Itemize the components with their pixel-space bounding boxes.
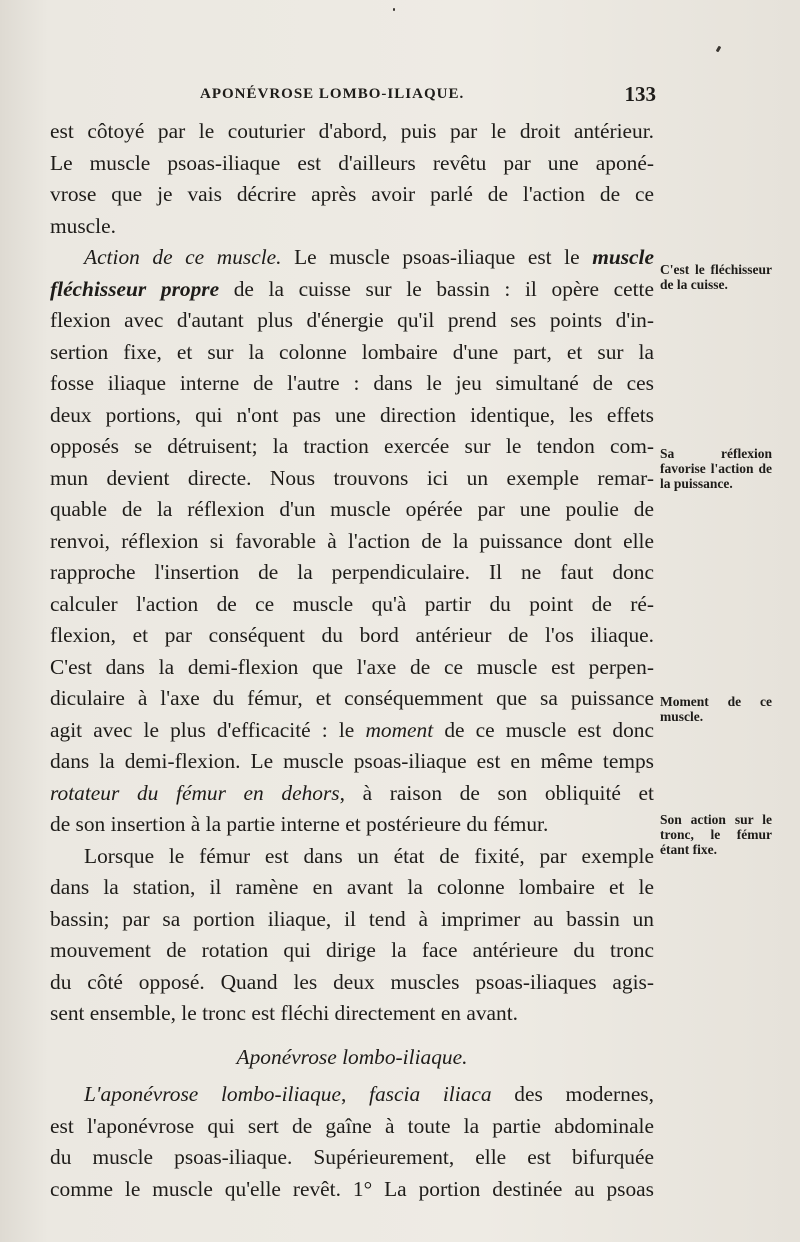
text-run: , [341, 1082, 370, 1106]
text-run: agit avec le plus d'efficacité : le [50, 717, 366, 742]
emphasis-text: rotateur du fémur en dehors [50, 780, 340, 805]
paragraph-1 [50, 116, 654, 242]
paragraph-3 [50, 841, 654, 1030]
body-text [50, 116, 654, 1205]
text-run: de ce muscle est donc [433, 717, 654, 742]
print-speck [393, 8, 395, 11]
text-line: mouvement de rotation qui dirige la face antérieure du tronc [50, 938, 654, 962]
text-line: deux portions, qui n'ont pas une direction identique, les effets [50, 402, 654, 427]
running-title: APONÉVROSE LOMBO-ILIAQUE. [200, 86, 465, 102]
margin-note-flechisseur: C'est le fléchisseur de la cuisse. [660, 262, 772, 292]
print-speck [716, 46, 722, 53]
text-line: renvoi, réflexion si favorable à l'action de la puissance dont elle [50, 528, 654, 553]
margin-note-moment: Moment de ce muscle. [660, 694, 772, 724]
section-run-in-heading: Action de ce muscle. [84, 245, 282, 269]
text-line: sent ensemble, le tronc est fléchi directement en avant. [50, 1001, 519, 1025]
text-line: du côté opposé. Quand les deux muscles psoas-iliaques agis- [50, 969, 654, 994]
margin-note-action-tronc: Son action sur le tronc, le fémur étant fixe. [660, 812, 772, 857]
text-line: sertion fixe, et sur la colonne lombaire d'une part, et sur la [50, 339, 654, 364]
section-heading: Aponévrose lombo-iliaque. [236, 1044, 468, 1069]
text-line: Le muscle psoas-iliaque est d'ailleurs revêtu par une aponé- [50, 150, 654, 175]
emphasis-text: muscle [592, 245, 654, 269]
text-line: muscle. [50, 213, 116, 238]
text-line: est côtoyé par le couturier d'abord, puis par le droit antérieur. [50, 119, 654, 143]
text-line: de son insertion à la partie interne et postérieure du fémur. [50, 812, 549, 836]
page-number: 133 [624, 82, 656, 106]
emphasis-text: fascia iliaca [369, 1082, 492, 1106]
text-line: flexion, et par conséquent du bord antérieur de l'os iliaque. [50, 623, 654, 647]
text-line: C'est dans la demi-flexion que l'axe de ce muscle est perpen- [50, 654, 654, 679]
text-line [50, 1079, 654, 1111]
text-line: dans la demi-flexion. Le muscle psoas-iliaque est en même temps [50, 749, 654, 773]
text-line: du muscle psoas-iliaque. Supérieurement, elle est bifurquée [50, 1145, 654, 1169]
text-line: quable de la réflexion d'un muscle opérée par une poulie de [50, 497, 654, 521]
paragraph-4 [50, 1079, 654, 1205]
text-line: diculaire à l'axe du fémur, et conséquemment que sa puissance [50, 686, 654, 710]
emphasis-text: moment [365, 717, 434, 742]
text-line: opposés se détruisent; la traction exercée sur le tendon com- [50, 434, 654, 458]
text-line [50, 778, 654, 810]
text-line: dans la station, il ramène en avant la colonne lombaire et le [50, 875, 654, 899]
text-line: bassin; par sa portion iliaque, il tend à imprimer au bassin un [50, 906, 654, 931]
text-line: comme le muscle qu'elle revêt. 1° La portion destinée au psoas [50, 1176, 654, 1201]
text-run: , à raison de son obliquité et [339, 780, 654, 805]
emphasis-text: L'aponévrose lombo-iliaque [84, 1082, 341, 1106]
text-line: calculer l'action de ce muscle qu'à partir du point de ré- [50, 591, 654, 616]
text-line [50, 274, 654, 306]
page-header [50, 84, 656, 110]
text-run: des modernes, [491, 1082, 654, 1106]
text-line: est l'aponévrose qui sert de gaîne à toute la partie abdominale [50, 1113, 654, 1138]
text-line: fosse iliaque interne de l'autre : dans le jeu simultané de ces [50, 371, 654, 395]
text-run: de la cuisse sur le bassin : il opère cette [219, 276, 654, 301]
paragraph-2 [50, 242, 654, 841]
text-line: Lorsque le fémur est dans un état de fixité, par exemple [84, 843, 654, 868]
text-line: mun devient directe. Nous trouvons ici un exemple remar- [50, 465, 654, 490]
text-line: rapproche l'insertion de la perpendiculaire. Il ne faut donc [50, 560, 654, 584]
text-line [50, 715, 654, 747]
text-line: flexion avec d'autant plus d'énergie qu'il prend ses points d'in- [50, 308, 654, 332]
margin-note-reflexion: Sa réflexion favorise l'action de la puissance. [660, 446, 772, 491]
text-line: vrose que je vais décrire après avoir parlé de l'action de ce [50, 182, 654, 206]
emphasis-text: fléchisseur propre [50, 276, 220, 301]
text-run: Le muscle psoas-iliaque est le [281, 245, 593, 269]
text-line [50, 242, 654, 274]
